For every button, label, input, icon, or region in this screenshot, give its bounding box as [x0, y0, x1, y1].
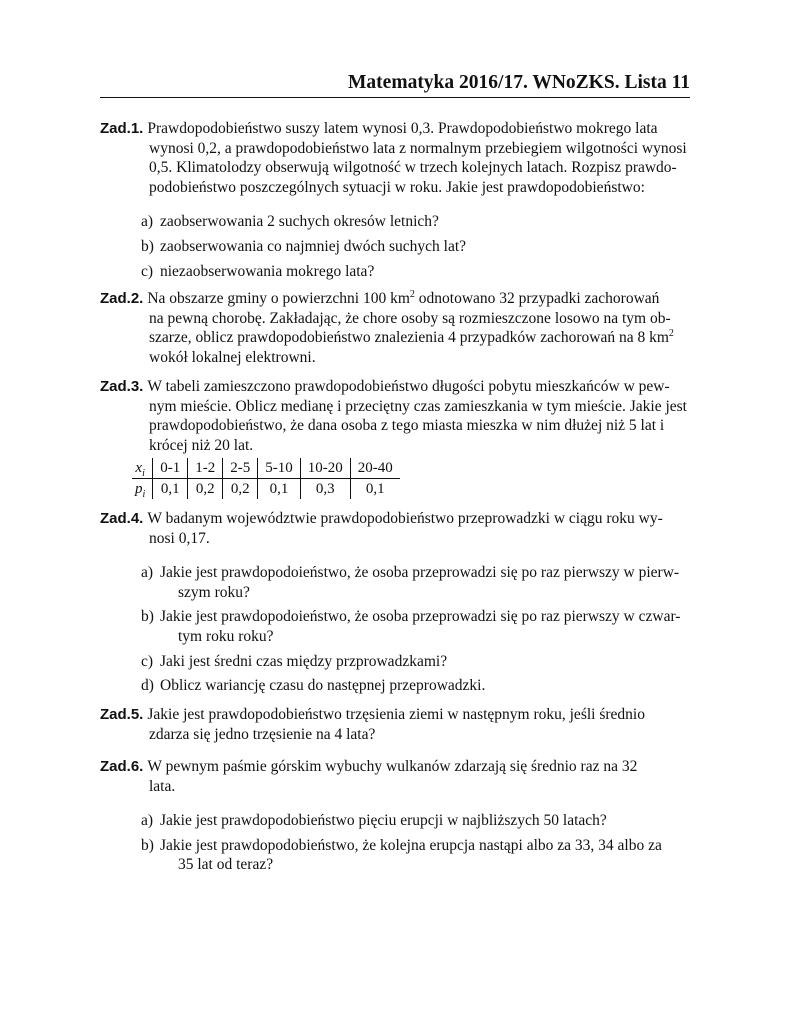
item-marker: b) [141, 608, 154, 626]
task-2-line-1b: odnotowano 32 przypadki zachorowań [414, 290, 660, 307]
table-cell: 0,1 [153, 479, 188, 500]
item-text: Jakie jest prawdopodoieństwo, że osoba przeprowadzi się po raz pierwszy w czwar- [160, 608, 681, 626]
task-4-item-c [100, 652, 692, 672]
task-4-line-2: nosi 0,17. [149, 529, 210, 547]
task-1-label: Zad.1. [100, 120, 144, 137]
table-row [132, 479, 400, 500]
task-1-line-3: 0,5. Klimatolodzy obserwują wilgotność w trzech kolejnych latach. Rozpisz prawdo- [149, 159, 677, 177]
task-3-line-4: krócej niż 20 lat. [149, 436, 254, 454]
task-1-text [100, 119, 692, 197]
item-marker: a) [141, 213, 154, 231]
task-6 [100, 757, 692, 875]
table-cell: 0,2 [223, 479, 258, 500]
task-5-label: Zad.5. [100, 706, 144, 723]
table-row-label: $p_i$ [135, 481, 146, 500]
table-cell: 5-10 [258, 458, 301, 479]
item-marker: b) [141, 836, 154, 854]
item-text-cont: 35 lat od teraz? [178, 856, 274, 874]
table-cell: 0,1 [258, 479, 301, 500]
item-text: Jaki jest średni czas między przprowadzkami? [160, 652, 448, 670]
task-2-line-2: na pewną chorobę. Zakładając, że chore osoby są rozmieszczone losowo na tym ob- [149, 309, 671, 327]
task-1-item-b [100, 237, 692, 257]
table-cell: 0,3 [300, 479, 350, 500]
task-4-item-d [100, 676, 692, 696]
task-5-line-1: Jakie jest prawdopodobieństwo trzęsienia ziemi w następnym roku, jeśli średnio [147, 706, 645, 723]
residence-probability-table [132, 458, 400, 499]
task-2 [100, 289, 692, 367]
task-4-subitems [100, 563, 692, 696]
task-1-line-4: podobieństwo poszczególnych sytuacji w roku. Jakie jest prawdopodobieństwo: [149, 178, 645, 196]
table-row [132, 458, 400, 479]
task-1-item-a [100, 212, 692, 232]
superscript: 2 [409, 289, 415, 300]
item-marker: a) [141, 812, 154, 830]
task-4-line-1: W badanym województwie prawdopodobieństwo przeprowadzki w ciągu roku wy- [147, 510, 663, 527]
item-text-cont: szym roku? [178, 583, 250, 601]
task-1-subitems [100, 212, 692, 281]
task-4 [100, 509, 692, 696]
table-cell: 0,1 [350, 479, 400, 500]
task-5 [100, 705, 692, 744]
header-rule [100, 97, 690, 98]
table-cell: 1-2 [188, 458, 223, 479]
task-2-line-4: wokół lokalnej elektrowni. [149, 348, 316, 366]
item-text: Oblicz wariancję czasu do następnej przeprowadzki. [160, 677, 486, 695]
task-3-line-1: W tabeli zamieszczono prawdopodobieństwo długości pobytu mieszkańców w pew- [147, 378, 670, 395]
task-2-label: Zad.2. [100, 290, 144, 307]
task-1 [100, 119, 692, 281]
task-4-item-a [100, 563, 692, 602]
item-marker: c) [141, 652, 154, 670]
task-4-item-b [100, 607, 692, 646]
task-6-subitems [100, 811, 692, 875]
item-text: niezaobserwowania mokrego lata? [160, 262, 375, 280]
item-text: Jakie jest prawdopodobieństwo pięciu erupcji w najbliższych 50 latach? [160, 812, 607, 830]
task-2-line-3: szarze, oblicz prawdopodobieństwo znalezienia 4 przypadków zachorowań na 8 km [149, 329, 669, 347]
item-text: Jakie jest prawdopodobieństwo, że kolejna erupcja nastąpi albo za 33, 34 albo za [160, 836, 662, 854]
item-text: zaobserwowania co najmniej dwóch suchych lat? [160, 237, 467, 255]
item-text: Jakie jest prawdopodoieństwo, że osoba przeprowadzi się po raz pierwszy w pierw- [160, 564, 680, 582]
item-marker: a) [141, 564, 154, 582]
task-3-line-2: nym mieście. Oblicz medianę i przeciętny czas zamieszkania w tym mieście. Jakie jest [149, 397, 687, 415]
task-6-item-b [100, 836, 692, 875]
task-4-label: Zad.4. [100, 510, 144, 527]
task-5-line-2: zdarza się jedno trzęsienie na 4 lata? [149, 725, 376, 743]
task-6-label: Zad.6. [100, 758, 144, 775]
table-cell: 20-40 [350, 458, 400, 479]
page-title: Matematyka 2016/17. WNoZKS. Lista 11 [348, 72, 690, 93]
table-cell: 10-20 [300, 458, 350, 479]
item-marker: d) [141, 677, 154, 695]
task-3-line-3: prawdopodobieństwo, że dana osoba z tego miasta mieszka w nim dłużej niż 5 lat i [149, 417, 665, 435]
superscript: 2 [668, 328, 674, 340]
table-cell: 0-1 [153, 458, 188, 479]
task-3-label: Zad.3. [100, 378, 144, 395]
item-text: zaobserwowania 2 suchych okresów letnich? [160, 213, 439, 231]
task-1-item-c [100, 262, 692, 282]
item-text-cont: tym roku roku? [178, 627, 274, 645]
task-6-item-a [100, 811, 692, 831]
item-marker: b) [141, 237, 154, 255]
table-row-label: $x_i$ [132, 458, 153, 479]
task-1-line-1: Prawdopodobieństwo suszy latem wynosi 0,3. Prawdopodobieństwo mokrego lata [147, 120, 658, 137]
task-6-line-1: W pewnym paśmie górskim wybuchy wulkanów zdarzają się średnio raz na 32 [147, 758, 638, 775]
task-1-line-2: wynosi 0,2, a prawdopodobieństwo lata z normalnym przebiegiem wilgotności wynosi [149, 139, 687, 157]
task-3 [100, 377, 692, 455]
task-2-line-1a: Na obszarze gminy o powierzchni 100 km [147, 290, 410, 307]
table-cell: 2-5 [223, 458, 258, 479]
table-cell: 0,2 [188, 479, 223, 500]
item-marker: c) [141, 262, 154, 280]
task-6-line-2: lata. [149, 777, 176, 795]
